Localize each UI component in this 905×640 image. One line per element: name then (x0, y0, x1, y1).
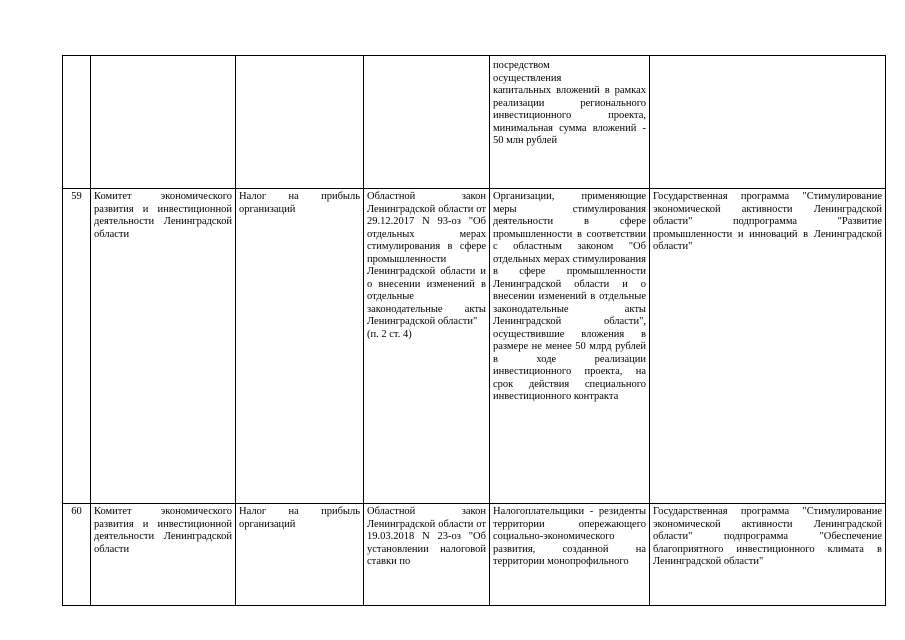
program-cell: Государственная программа "Стимулирование экономической активности Ленинградской области" подпрограмма "Развитие промышленности и инноваций в Ленинградской области" (650, 189, 886, 504)
category-cell: Организации, применяющие меры стимулирования деятельности в сфере промышленности в соответствии с областным законом "Об отдельных мерах стимулирования в сфере промышленности Ленинградской области и о внесении изменений в отдельные законодательные акты Ленинградской области", осуществившие вложения в размере не менее 50 млрд рублей в ходе реализации инвестиционного проекта, на срок действия специального инвестиционного контракта (490, 189, 650, 504)
program-cell (650, 56, 886, 189)
table-row (63, 504, 886, 606)
committee-cell (91, 56, 236, 189)
table-row (63, 56, 886, 189)
category-cell: посредством осуществления капитальных вложений в рамках реализации регионального инвестиционного проекта, минимальная сумма вложений - 50 млн рублей (490, 56, 650, 189)
program-cell: Государственная программа "Стимулирование экономической активности Ленинградской области" подпрограмма "Обеспечение благоприятного инвестиционного климата в Ленинградской области" (650, 504, 886, 606)
tax-benefits-table (62, 55, 886, 606)
category-cell: Налогоплательщики - резиденты территории опережающего социально-экономического развития, созданной на территории монопрофильного (490, 504, 650, 606)
committee-cell: Комитет экономического развития и инвестиционной деятельности Ленинградской области (91, 189, 236, 504)
tax-cell: Налог на прибыль организаций (236, 504, 364, 606)
row-number-cell: 60 (63, 504, 91, 606)
committee-cell: Комитет экономического развития и инвестиционной деятельности Ленинградской области (91, 504, 236, 606)
tax-cell: Налог на прибыль организаций (236, 189, 364, 504)
table-row (63, 189, 886, 504)
row-number-cell: 59 (63, 189, 91, 504)
law-cell (364, 56, 490, 189)
law-cell: Областной закон Ленинградской области от 29.12.2017 N 93-оз "Об отдельных мерах стимулирования в сфере промышленности Ленинградской области и о внесении изменений в отдельные законодательные акты Ленинградской области" (п. 2 ст. 4) (364, 189, 490, 504)
law-cell: Областной закон Ленинградской области от 19.03.2018 N 23-оз "Об установлении налоговой ставки по (364, 504, 490, 606)
row-number-cell (63, 56, 91, 189)
tax-cell (236, 56, 364, 189)
